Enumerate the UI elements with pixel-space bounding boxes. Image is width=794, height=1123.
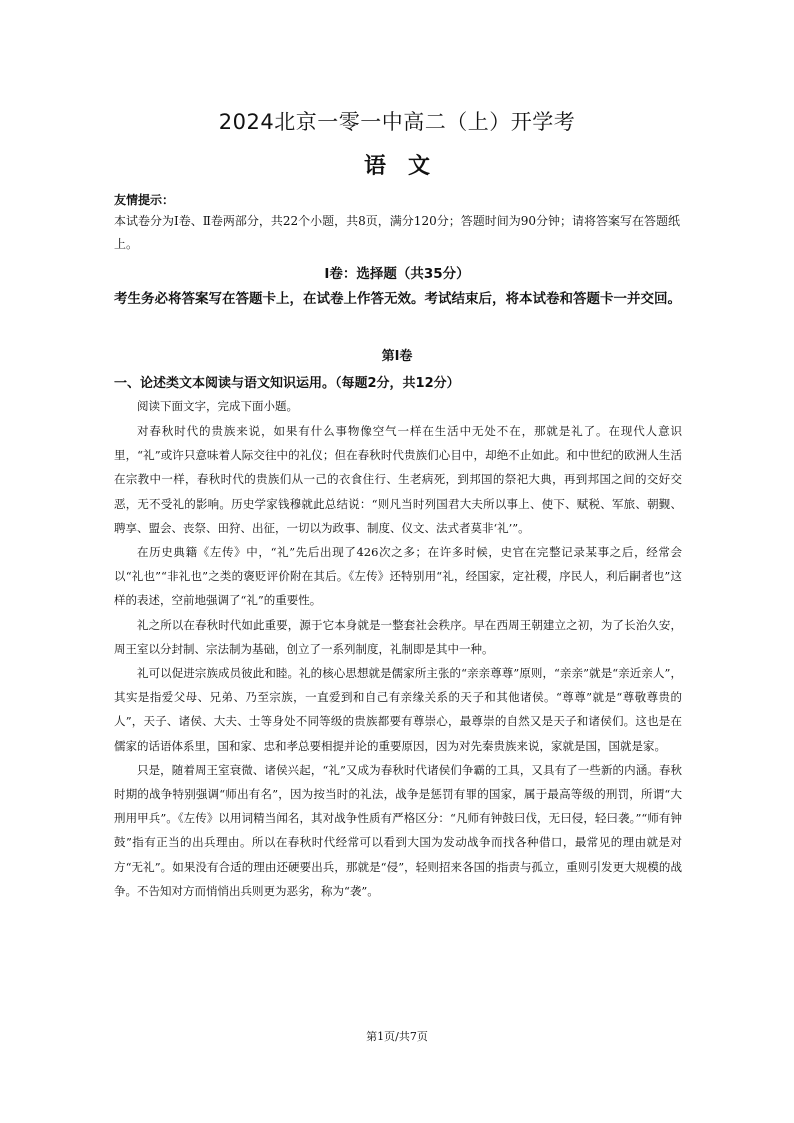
passage-paragraph: 只是，随着周王室衰微、诸侯兴起，“礼”又成为春秋时代诸侯们争霸的工具，又具有了一些新的内涵。春秋时期的战争特别强调“师出有名”，因为按当时的礼法，战争是惩罚有罪的国家，属于最高等级的刑罚，所谓“大刑用甲兵”。《左传》以用词精当闻名，其对战争性质有严格区分：“凡师有钟鼓曰伐，无曰侵，轻曰袭。”“师有钟鼓”指有正当的出兵理由。所以在春秋时代经常可以看到大国为发动战争而找各种借口，最常见的理由就是对方“无礼”。如果没有合适的理由还硬要出兵，那就是“侵”，轻则招来各国的指责与孤立，重则引发更大规模的战争。不告知对方而悄悄出兵则更为恶劣，称为“袭”。 xyxy=(114,762,682,898)
reading-instruction: 阅读下面文字，完成下面小题。 xyxy=(137,399,298,413)
passage-paragraph: 对春秋时代的贵族来说，如果有什么事物像空气一样在生活中无处不在，那就是礼了。在现代人意识里，“礼”或许只意味着人际交往中的礼仪；但在春秋时代贵族们心目中，却绝不止如此。和中世纪的欧洲人生活在宗教中一样，春秋时代的贵族们从一己的衣食住行、生老病死，到邦国的祭祀大典，再到邦国之间的交好交恶，无不受礼的影响。历史学家钱穆就此总结说：“则凡当时列国君大夫所以事上、使下、赋税、军旅、朝觐、聘享、盟会、丧祭、田狩、出征，一切以为政事、制度、仪文、法式者莫非‘礼’”。 xyxy=(114,424,682,535)
page-title: 2024北京一零一中高二（上）开学考 xyxy=(218,110,576,134)
page-footer: 第1页/共7页 xyxy=(366,1030,428,1043)
tips-text: 本试卷分为Ⅰ卷、Ⅱ卷两部分，共22个小题，共8页，满分120分；答题时间为90分钟；请将答案写在答题纸上。 xyxy=(114,214,680,251)
subject-title: 语 文 xyxy=(363,154,430,179)
passage-paragraph: 礼之所以在春秋时代如此重要，源于它本身就是一整套社会秩序。早在西周王朝建立之初，为了长治久安，周王室以分封制、宗法制为基础，创立了一系列制度，礼制即是其中一种。 xyxy=(114,617,682,656)
reading-passage xyxy=(114,419,682,903)
passage-paragraph: 礼可以促进宗族成员彼此和睦。礼的核心思想就是儒家所主张的“亲亲尊尊”原则，“亲亲”就是“亲近亲人”，其实是指爱父母、兄弟、乃至宗族，一直爱到和自己有亲缘关系的天子和其他诸侯。“尊尊”就是“尊敬尊贵的人”，天子、诸侯、大夫、士等身处不同等级的贵族都要有尊崇心，最尊崇的自然又是天子和诸侯们。这也是在儒家的话语体系里，国和家、忠和孝总要相提并论的重要原因，因为对先秦贵族来说，家就是国，国就是家。 xyxy=(114,666,682,753)
section-notice: 考生务必将答案写在答题卡上，在试卷上作答无效。考试结束后，将本试卷和答题卡一并交回。 xyxy=(114,291,681,307)
volume-heading: 第Ⅰ卷 xyxy=(381,349,413,364)
section-heading: Ⅰ卷：选择题（共35分） xyxy=(324,266,470,282)
question-heading: 一、论述类文本阅读与语文知识运用。（每题2分，共12分） xyxy=(114,376,460,391)
tips-label: 友情提示： xyxy=(114,193,175,207)
passage-paragraph: 在历史典籍《左传》中，“礼”先后出现了426次之多；在许多时候，史官在完整记录某事之后，经常会以“礼也”“非礼也”之类的褒贬评价附在其后。《左传》还特别用“礼，经国家，定社稷，序民人，利后嗣者也”这样的表述，空前地强调了“礼”的重要性。 xyxy=(114,545,682,608)
